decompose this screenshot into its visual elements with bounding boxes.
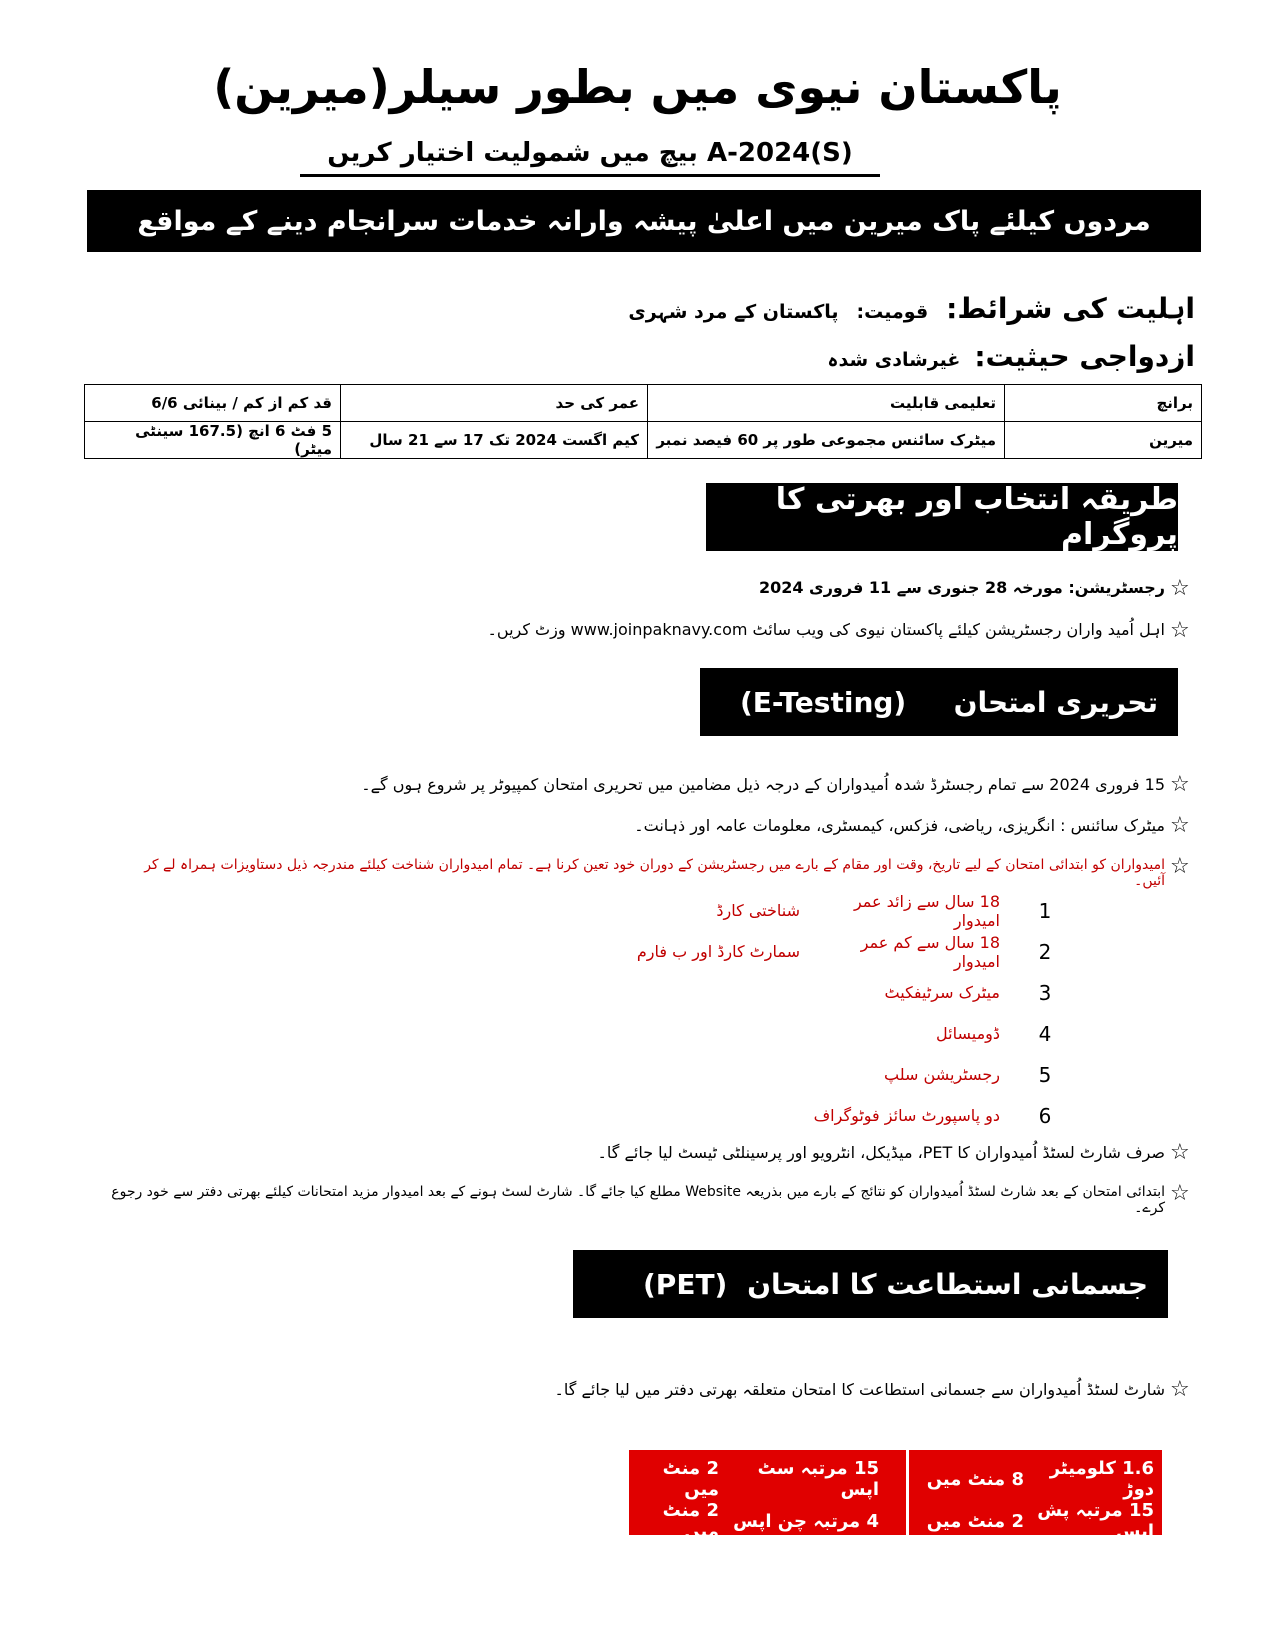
header-branch: برانچ <box>1005 385 1202 422</box>
cell-height: 5 فٹ 6 انچ (167.5 سینٹی میٹر) <box>85 422 341 459</box>
list-item: رجسٹریشن: مورخہ 28 جنوری سے 11 فروری 2024 <box>758 578 1165 597</box>
eligibility-label: اہلیت کی شرائط: <box>946 292 1195 325</box>
list-item: ابتدائی امتحان کے بعد شارٹ لسٹڈ اُمیدواران کو نتائج کے بارے میں بذریعہ Website مطلع کیا جائے گا۔ شارٹ لسٹ ہونے کے بعد امیدوار مزید امتحانات کیلئے بھرتی دفتر سے خود رجوع کرے۔ <box>111 1184 1165 1216</box>
eligibility-table <box>84 384 1202 459</box>
header-banner: مردوں کیلئے پاک میرین میں اعلیٰ پیشہ وارانہ خدمات سرانجام دینے کے مواقع <box>87 190 1201 252</box>
pet-heading <box>573 1250 1168 1318</box>
star-icon: ☆ <box>1170 1140 1190 1165</box>
eligibility-row <box>628 292 1195 325</box>
cell-branch: میرین <box>1005 422 1202 459</box>
marital-label: ازدواجی حیثیت: <box>974 340 1195 373</box>
list-item: اہل اُمید واران رجسٹریشن کیلئے پاکستان نیوی کی ویب سائٹ www.joinpaknavy.com وزٹ کریں۔ <box>487 620 1165 639</box>
list-item: 1 18 سال سے زائد عمر امیدوار شناختی کارڈ <box>716 891 1052 930</box>
list-item: میٹرک سائنس : انگریزی، ریاضی، فزکس، کیمسٹری، معلومات عامہ اور ذہانت۔ <box>634 816 1165 835</box>
header-education: تعلیمی قابلیت <box>648 385 1005 422</box>
nationality-label: قومیت: <box>856 301 929 323</box>
selection-heading: طریقہ انتخاب اور بھرتی کا پروگرام <box>706 483 1178 551</box>
star-icon: ☆ <box>1170 618 1190 643</box>
list-item: صرف شارٹ لسٹڈ اُمیدواران کا PET، میڈیکل، انٹرویو اور پرسینلٹی ٹیسٹ لیا جائے گا۔ <box>597 1143 1165 1162</box>
list-item: 6 دو پاسپورٹ سائز فوٹوگراف <box>813 1103 1052 1128</box>
marital-value: غیرشادی شدہ <box>827 349 961 371</box>
star-icon: ☆ <box>1170 854 1190 879</box>
list-item: 3 میٹرک سرٹیفکیٹ <box>884 980 1052 1005</box>
pet-heading-ur: جسمانی استطاعت کا امتحان <box>747 1267 1148 1301</box>
written-heading <box>700 668 1178 736</box>
list-item: 5 رجسٹریشن سلپ <box>884 1062 1052 1087</box>
batch-code: A-2024(S) <box>706 138 853 168</box>
star-icon: ☆ <box>1170 772 1190 797</box>
pet-heading-en: (PET) <box>643 1267 728 1301</box>
table-row: 1.6 کلومیٹر دوڑ 8 منٹ میں 15 مرتبہ سٹ اپس 2 منٹ میں <box>662 1458 1154 1500</box>
red-note: امیدواران کو ابتدائی امتحان کے لیے تاریخ، وقت اور مقام کے بارے میں رجسٹریشن کے دوران خود تعین کرنا ہے۔ تمام امیدواران شناخت کیلئے مندرجہ ذیل دستاویزات ہمراہ لے کر آئیں۔ <box>144 857 1165 889</box>
nationality-value: پاکستان کے مرد شہری <box>628 301 839 323</box>
table-row <box>85 422 1202 459</box>
table-row: 15 مرتبہ پش اپس 2 منٹ میں 4 مرتبہ چن اپس 2 منٹ میں <box>662 1500 1154 1542</box>
page-title: پاکستان نیوی میں بطور سیلر(میرین) <box>213 60 1062 114</box>
marital-row <box>827 340 1195 373</box>
list-item: 15 فروری 2024 سے تمام رجسٹرڈ شدہ اُمیدواران کے درجہ ذیل مضامین میں تحریری امتحان کمپیوٹر پر شروع ہوں گے۔ <box>361 775 1165 794</box>
cell-education: میٹرک سائنس مجموعی طور پر 60 فیصد نمبر <box>648 422 1005 459</box>
pet-table <box>629 1450 1162 1542</box>
written-heading-ur: تحریری امتحان <box>953 685 1158 719</box>
header-age: عمر کی حد <box>341 385 648 422</box>
star-icon: ☆ <box>1170 1181 1190 1206</box>
documents-list <box>560 890 1060 1136</box>
star-icon: ☆ <box>1170 1377 1190 1402</box>
star-icon: ☆ <box>1170 813 1190 838</box>
cell-age: کیم اگست 2024 تک 17 سے 21 سال <box>341 422 648 459</box>
written-heading-en: (E-Testing) <box>740 685 907 719</box>
table-header-row <box>85 385 1202 422</box>
list-item: 2 18 سال سے کم عمر امیدوار سمارٹ کارڈ اور ب فارم <box>636 932 1052 971</box>
star-icon: ☆ <box>1170 576 1190 601</box>
subtitle-text: بیچ میں شمولیت اختیار کریں <box>327 138 698 168</box>
header-height: قد کم از کم / بینائی 6/6 <box>85 385 341 422</box>
batch-subtitle <box>300 138 880 177</box>
list-item: شارٹ لسٹڈ اُمیدواران سے جسمانی استطاعت کا امتحان متعلقہ بھرتی دفتر میں لیا جائے گا۔ <box>554 1380 1165 1399</box>
list-item: 4 ڈومیسائل <box>936 1021 1052 1046</box>
